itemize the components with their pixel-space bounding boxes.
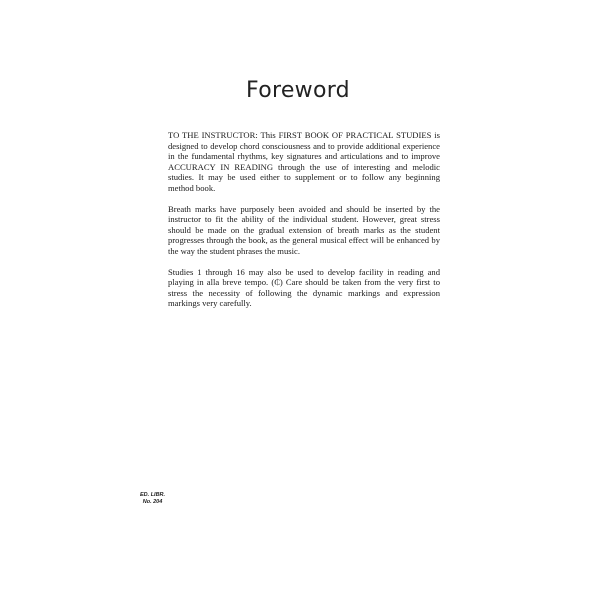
- paragraph-breath-marks: Breath marks have purposely been avoided and should be inserted by the instructor to fit the ability of the individual student. However, great stress should be made on the gradual extension of breath marks as the student progresses through the book, as the general musical effect will be enhanced by the way the student phrases the music.: [168, 203, 440, 256]
- edition-line-2: No. 204: [142, 499, 163, 505]
- paragraph-alla-breve: Studies 1 through 16 may also be used to develop facility in reading and playing in alla breve tempo. (₵) Care should be taken from the very first to stress the necessity of following the dynamic markings and expression markings very carefully.: [168, 266, 440, 309]
- edition-mark: [140, 492, 165, 506]
- foreword-body: [168, 130, 440, 319]
- paragraph-instructor: TO THE INSTRUCTOR: This FIRST BOOK OF PRACTICAL STUDIES is designed to develop chord consciousness and to provide additional experience in the fundamental rhythms, key signatures and articulations and to improve ACCURACY IN READING through the use of interesting and melodic studies. It may be used either to supplement or to follow any beginning method book.: [168, 130, 440, 193]
- edition-line-1: ED. LIBR.: [140, 492, 166, 498]
- page-title: Foreword: [246, 78, 350, 103]
